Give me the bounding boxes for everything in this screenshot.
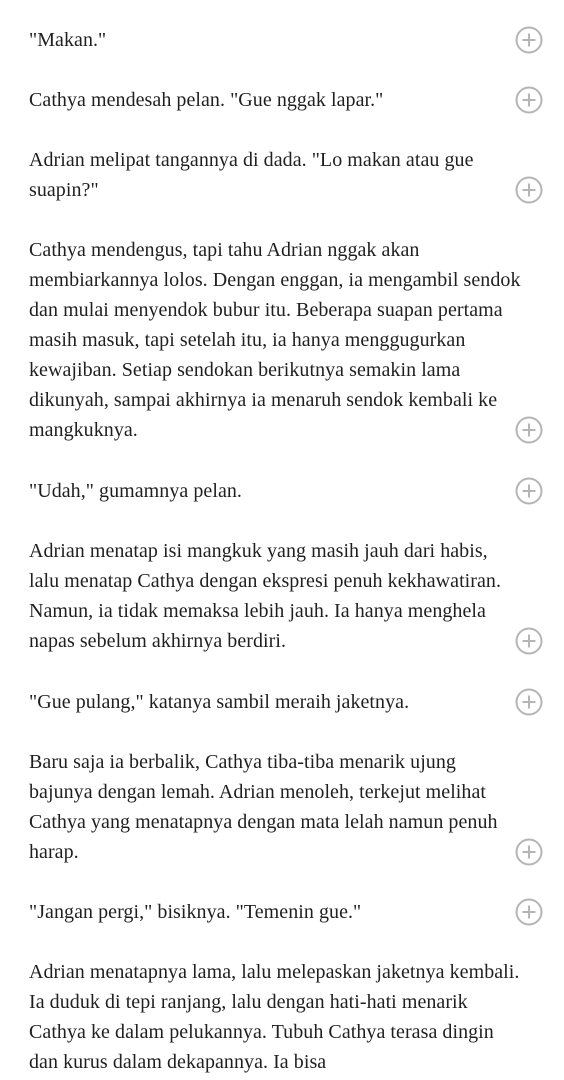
plus-circle-icon [515, 898, 543, 926]
add-paragraph-comment-button[interactable] [515, 26, 543, 54]
paragraph-text: "Gue pulang," katanya sambil meraih jaketnya. [29, 691, 410, 713]
paragraph-text: Cathya mendengus, tapi tahu Adrian nggak akan membiarkannya lolos. Dengan enggan, ia mengambil sendok dan mulai menyendok bubur itu. Beberapa suapan pertama masih masuk, tapi setelah itu, ia hanya menggugurkan kewajiban. Setiap sendokan berikutnya semakin lama dikunyah, sampai akhirnya ia menaruh sendok kembali ke mangkuknya. [29, 239, 521, 441]
add-paragraph-comment-button[interactable] [515, 898, 543, 926]
add-paragraph-comment-button[interactable] [515, 477, 543, 505]
plus-circle-icon [515, 627, 543, 655]
plus-circle-icon [515, 416, 543, 444]
paragraph-text: Baru saja ia berbalik, Cathya tiba-tiba menarik ujung bajunya dengan lemah. Adrian menoleh, terkejut melihat Cathya yang menatapnya dengan mata lelah namun penuh harap. [29, 751, 498, 863]
paragraph [29, 536, 529, 656]
add-paragraph-comment-button[interactable] [515, 416, 543, 444]
paragraph [29, 145, 529, 205]
paragraph [29, 687, 529, 717]
paragraph-text: Cathya mendesah pelan. "Gue nggak lapar." [29, 89, 384, 111]
plus-circle-icon [515, 688, 543, 716]
paragraph-text: "Udah," gumamnya pelan. [29, 480, 242, 502]
add-paragraph-comment-button[interactable] [515, 176, 543, 204]
paragraph-text: "Jangan pergi," bisiknya. "Temenin gue." [29, 901, 362, 923]
paragraph [29, 476, 529, 506]
paragraph [29, 85, 529, 115]
add-paragraph-comment-button[interactable] [515, 86, 543, 114]
plus-circle-icon [515, 26, 543, 54]
paragraph [29, 957, 529, 1077]
paragraph [29, 25, 529, 55]
add-paragraph-comment-button[interactable] [515, 627, 543, 655]
paragraph-text: "Makan." [29, 29, 107, 51]
plus-circle-icon [515, 477, 543, 505]
paragraph [29, 897, 529, 927]
plus-circle-icon [515, 176, 543, 204]
add-paragraph-comment-button[interactable] [515, 688, 543, 716]
plus-circle-icon [515, 86, 543, 114]
plus-circle-icon [515, 838, 543, 866]
paragraph [29, 747, 529, 867]
paragraph [29, 235, 529, 445]
paragraph-text: Adrian menatapnya lama, lalu melepaskan jaketnya kembali. Ia duduk di tepi ranjang, lalu dengan hati-hati menarik Cathya ke dalam pelukannya. Tubuh Cathya terasa dingin dan kurus dalam dekapannya. Ia bisa [29, 961, 520, 1073]
add-paragraph-comment-button[interactable] [515, 838, 543, 866]
paragraph-text: Adrian melipat tangannya di dada. "Lo makan atau gue suapin?" [29, 149, 474, 201]
paragraph-text: Adrian menatap isi mangkuk yang masih jauh dari habis, lalu menatap Cathya dengan ekspresi penuh kekhawatiran. Namun, ia tidak memaksa lebih jauh. Ia hanya menghela napas sebelum akhirnya berdiri. [29, 540, 502, 652]
